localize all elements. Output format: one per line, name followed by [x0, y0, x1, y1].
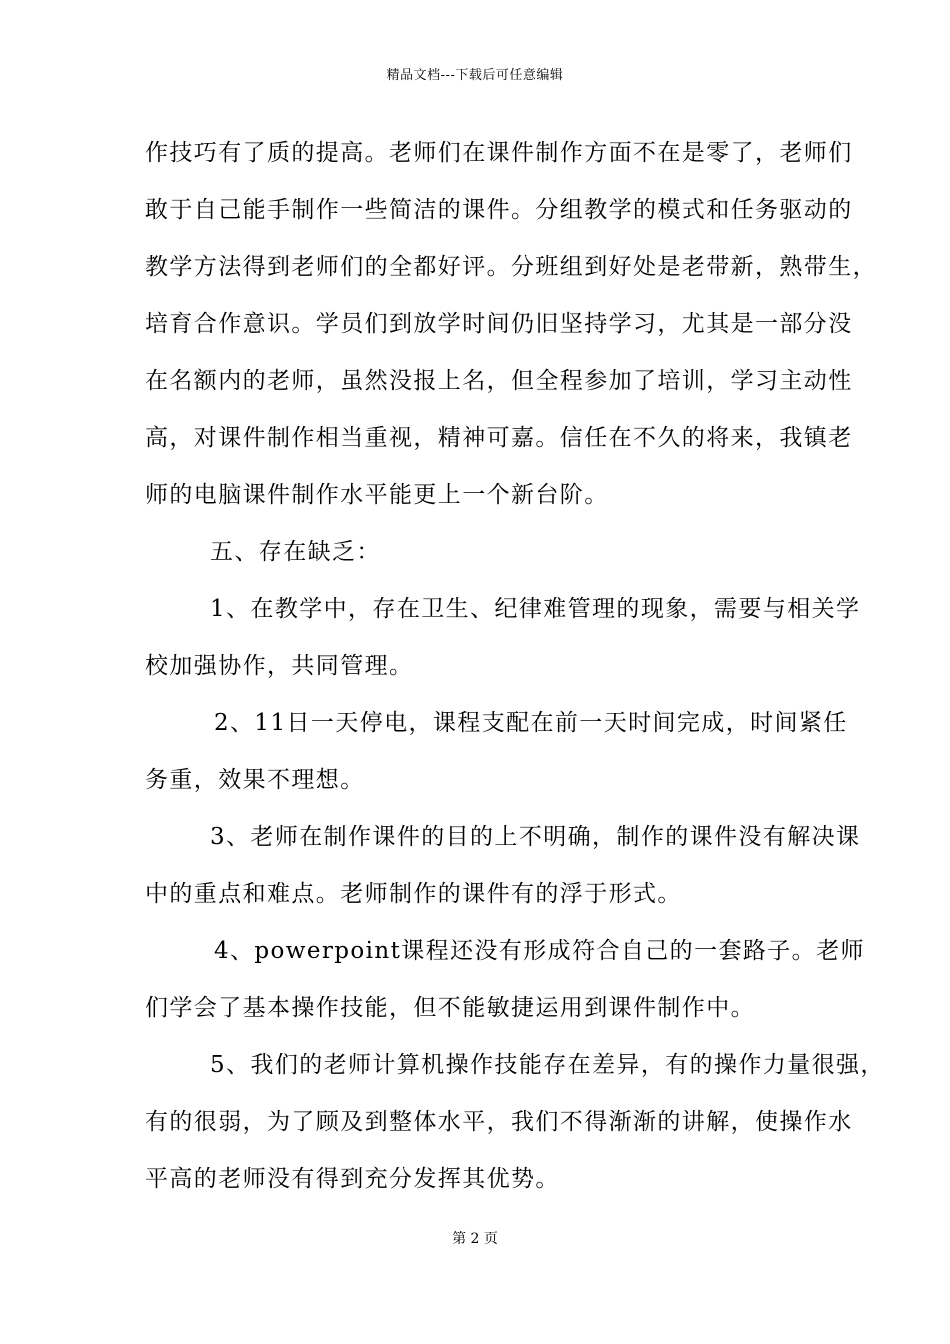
- list-item-2: 2、11日一天停电，课程支配在前一天时间完成，时间紧任: [214, 710, 848, 736]
- list-item-1-continued: 校加强协作，共同管理。: [145, 653, 414, 679]
- list-item-3: 3、老师在制作课件的目的上不明确，制作的课件没有解决课: [210, 824, 861, 850]
- body-line: 敢于自己能手制作一些简洁的课件。分组教学的模式和任务驱动的: [145, 197, 853, 223]
- body-line: 师的电脑课件制作水平能更上一个新台阶。: [145, 482, 609, 508]
- page-header: 精品文档---下载后可任意编辑: [386, 68, 564, 83]
- page-number: 第 2 页: [452, 1231, 498, 1247]
- list-item-4: 4、powerpoint课程还没有形成符合自己的一套路子。老师: [214, 938, 865, 964]
- list-item-4-continued: 们学会了基本操作技能，但不能敏捷运用到课件制作中。: [145, 995, 755, 1021]
- list-item-5: 5、我们的老师计算机操作技能存在差异，有的操作力量很强，: [210, 1052, 885, 1078]
- list-item-5-continued: 有的很弱，为了顾及到整体水平，我们不得渐渐的讲解，使操作水: [145, 1109, 853, 1135]
- body-line: 培育合作意识。学员们到放学时间仍旧坚持学习，尤其是一部分没: [145, 311, 853, 337]
- list-item-2-continued: 务重，效果不理想。: [145, 767, 365, 793]
- list-item-3-continued: 中的重点和难点。老师制作的课件有的浮于形式。: [145, 881, 682, 907]
- body-line: 高，对课件制作相当重视，精神可嘉。信任在不久的将来，我镇老: [145, 425, 853, 451]
- list-item-1: 1、在教学中，存在卫生、纪律难管理的现象，需要与相关学: [210, 596, 861, 622]
- list-item-5-continued: 平高的老师没有得到充分发挥其优势。: [145, 1166, 560, 1192]
- body-line: 教学方法得到老师们的全都好评。分班组到好处是老带新，熟带生，: [145, 254, 877, 280]
- body-line: 作技巧有了质的提高。老师们在课件制作方面不在是零了，老师们: [145, 140, 853, 166]
- section-heading: 五、存在缺乏：: [210, 539, 381, 565]
- body-line: 在名额内的老师，虽然没报上名，但全程参加了培训，学习主动性: [145, 368, 853, 394]
